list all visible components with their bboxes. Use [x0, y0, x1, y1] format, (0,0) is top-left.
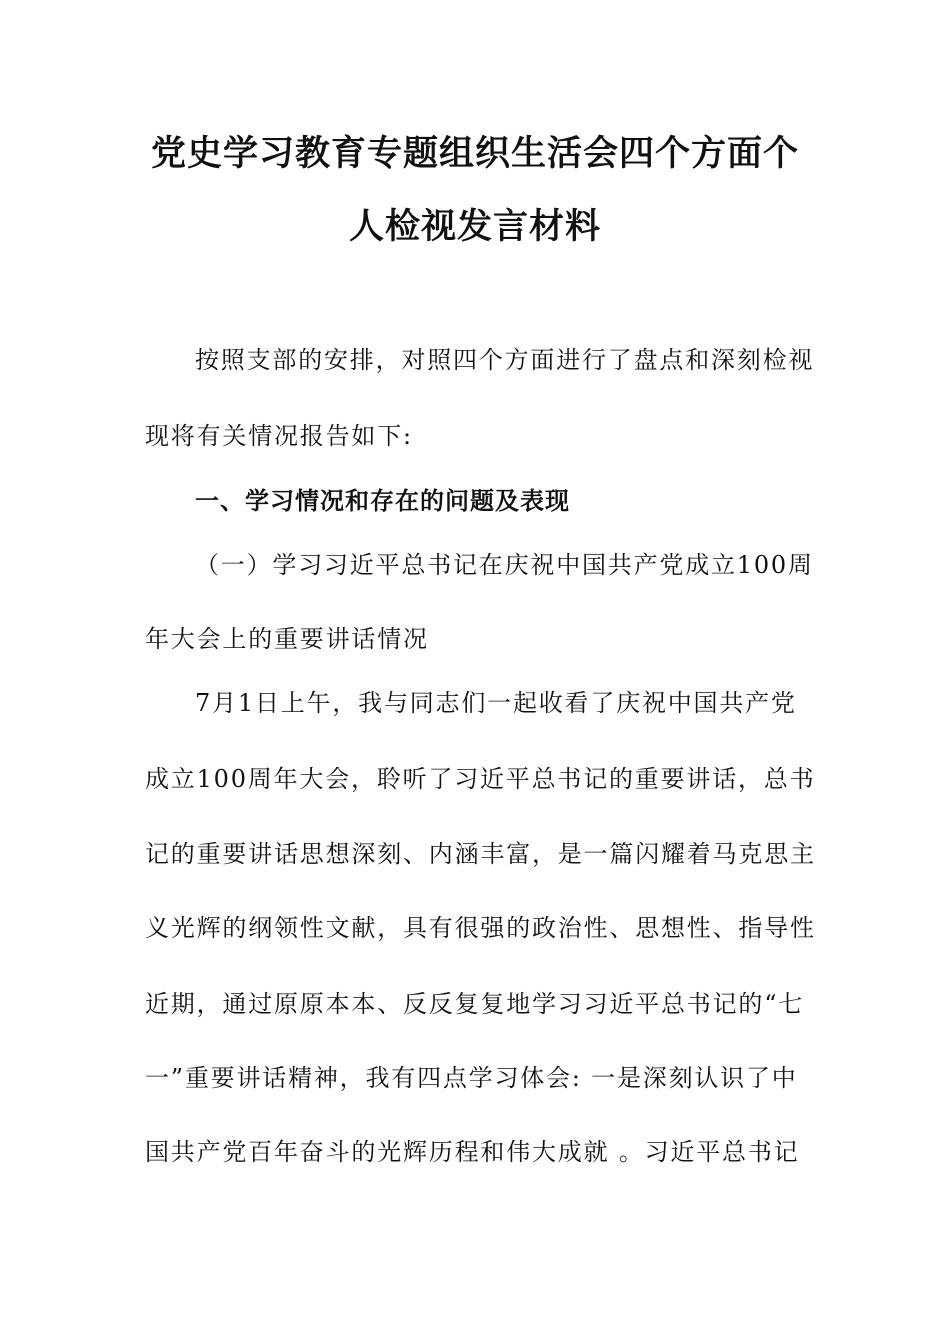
- paragraph-line: 按照支部的安排，对照四个方面进行了盘点和深刻检视: [195, 346, 815, 374]
- document-title-line-2: 人检视发言材料: [348, 206, 601, 247]
- paragraph-line: 一”重要讲话精神，我有四点学习体会: 一是深刻认识了中: [145, 1064, 798, 1092]
- paragraph-line: 现将有关情况报告如下:: [145, 422, 413, 450]
- paragraph-line: 国共产党百年奋斗的光辉历程和伟大成就 。习近平总书记: [145, 1138, 800, 1166]
- paragraph-line: 近期，通过原原本本、反反复复地学习习近平总书记的“七: [145, 990, 805, 1018]
- paragraph-line: 成立100周年大会，聆听了习近平总书记的重要讲话，总书: [145, 765, 816, 793]
- subsection-heading-line: （一）学习习近平总书记在庆祝中国共产党成立100周: [195, 551, 814, 579]
- subsection-heading-line: 年大会上的重要讲话情况: [145, 625, 429, 653]
- paragraph-line: 7月1日上午，我与同志们一起收看了庆祝中国共产党: [195, 689, 797, 717]
- section-heading: 一、学习情况和存在的问题及表现: [195, 486, 570, 515]
- paragraph-line: 记的重要讲话思想深刻、内涵丰富，是一篇闪耀着马克思主: [145, 840, 816, 868]
- paragraph-line: 义光辉的纲领性文献，具有很强的政治性、思想性、指导性: [145, 914, 816, 942]
- document-title-line-1: 党史学习教育专题组织生活会四个方面个: [150, 133, 799, 174]
